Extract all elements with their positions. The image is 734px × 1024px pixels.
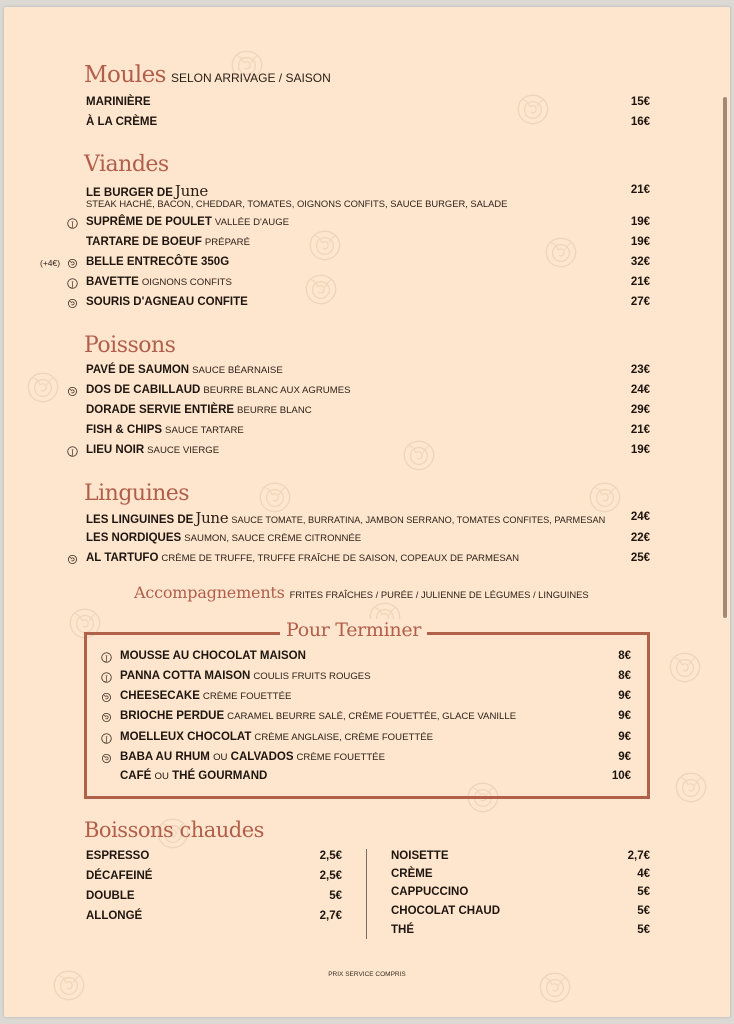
rose-badge-icon bbox=[101, 692, 112, 703]
j-badge-icon bbox=[67, 278, 78, 289]
menu-item: DORADE SERVIE ENTIÈRE BEURRE BLANC 29€ bbox=[86, 404, 650, 416]
j-badge-icon bbox=[67, 446, 78, 457]
june-brand: June bbox=[195, 509, 229, 527]
section-title-linguines: Linguines bbox=[84, 481, 190, 506]
rose-badge-icon bbox=[101, 712, 112, 723]
section-title-accompagnements: Accompagnements FRITES FRAÎCHES / PURÉE / JULIENNE DE LÉGUMES / LINGUINES bbox=[134, 583, 589, 602]
item-detail: STEAK HACHÉ, BACON, CHEDDAR, TOMATES, OIGNONS CONFITS, SAUCE BURGER, SALADE bbox=[86, 198, 508, 209]
drink-item: ESPRESSO 2,5€ bbox=[86, 850, 342, 862]
j-badge-icon bbox=[101, 733, 112, 744]
supplement-label: (+4€) bbox=[40, 258, 61, 268]
menu-item: CHEESECAKE CRÈME FOUETTÉE 9€ bbox=[0, 690, 734, 706]
drink-item: ALLONGÉ 2,7€ bbox=[86, 910, 342, 922]
menu-item: FISH & CHIPS SAUCE TARTARE 21€ bbox=[86, 424, 650, 436]
menu-item: CAFÉ OU THÉ GOURMAND 10€ bbox=[120, 770, 631, 782]
section-title-boissons: Boissons chaudes bbox=[84, 818, 264, 842]
drink-item: NOISETTE 2,7€ bbox=[391, 850, 650, 862]
menu-item: SUPRÊME DE POULET VALLÉE D'AUGE 19€ bbox=[0, 216, 734, 232]
rose-badge-icon bbox=[67, 386, 78, 397]
june-brand: June bbox=[174, 182, 208, 200]
menu-item: PAVÉ DE SAUMON SAUCE BÉARNAISE 23€ bbox=[86, 364, 650, 376]
j-badge-icon bbox=[101, 672, 112, 683]
menu-item: SOURIS D'AGNEAU CONFITE 27€ bbox=[0, 296, 734, 312]
drink-item: DOUBLE 5€ bbox=[86, 890, 342, 902]
section-title-viandes: Viandes bbox=[84, 152, 169, 177]
menu-item: (+4€) BELLE ENTRECÔTE 350G 32€ bbox=[40, 256, 650, 268]
j-badge-icon bbox=[101, 652, 112, 663]
section-title-poissons: Poissons bbox=[84, 333, 176, 358]
menu-item: TARTARE DE BOEUF PRÉPARÉ 19€ bbox=[86, 236, 650, 248]
menu-item: PANNA COTTA MAISON COULIS FRUITS ROUGES 8€ bbox=[0, 670, 734, 686]
accompagnements-list: FRITES FRAÎCHES / PURÉE / JULIENNE DE LÉGUMES / LINGUINES bbox=[289, 589, 589, 600]
drink-item: CHOCOLAT CHAUD 5€ bbox=[391, 905, 650, 917]
menu-item: DOS DE CABILLAUD BEURRE BLANC AUX AGRUMES 24€ bbox=[0, 384, 734, 400]
moules-subtitle: SELON ARRIVAGE / SAISON bbox=[170, 71, 331, 85]
menu-item: BRIOCHE PERDUE CARAMEL BEURRE SALÉ, CRÈME FOUETTÉE, GLACE VANILLE 9€ bbox=[0, 710, 734, 726]
drink-item: THÉ 5€ bbox=[391, 924, 650, 936]
menu-item: LE BURGER DE June 21€ bbox=[86, 182, 650, 200]
j-badge-icon bbox=[67, 218, 78, 229]
menu-item: LIEU NOIR SAUCE VIERGE 19€ bbox=[0, 444, 734, 460]
drink-item: CAPPUCCINO 5€ bbox=[391, 886, 650, 898]
menu-item: BAVETTE OIGNONS CONFITS 21€ bbox=[0, 276, 734, 292]
rose-badge-icon bbox=[101, 753, 112, 764]
menu-item: LES NORDIQUES SAUMON, SAUCE CRÈME CITRONNÉE 22€ bbox=[86, 532, 650, 544]
menu-item: MOELLEUX CHOCOLAT CRÈME ANGLAISE, CRÈME FOUETTÉE 9€ bbox=[0, 731, 734, 747]
menu-item: LES LINGUINES DE June SAUCE TOMATE, BURRATINA, JAMBON SERRANO, TOMATES CONFITES, PARMESAN 24€ bbox=[86, 509, 650, 527]
footer-note: PRIX SERVICE COMPRIS bbox=[328, 971, 406, 978]
section-title-moules: Moules SELON ARRIVAGE / SAISON bbox=[84, 62, 331, 88]
menu-item: MOUSSE AU CHOCOLAT MAISON 8€ bbox=[0, 650, 734, 666]
rose-badge-icon bbox=[67, 554, 78, 565]
rose-badge-icon bbox=[67, 298, 78, 309]
menu-item: MARINIÈRE 15€ bbox=[86, 96, 650, 108]
menu-item: BABA AU RHUM OU CALVADOS CRÈME FOUETTÉE 9€ bbox=[0, 751, 734, 767]
rose-badge-icon bbox=[67, 258, 78, 269]
section-title-desserts: Pour Terminer bbox=[280, 619, 427, 641]
drink-item: CRÈME 4€ bbox=[391, 868, 650, 880]
drink-item: DÉCAFEINÉ 2,5€ bbox=[86, 870, 342, 882]
menu-item: AL TARTUFO CRÈME DE TRUFFE, TRUFFE FRAÎCHE DE SAISON, COPEAUX DE PARMESAN 25€ bbox=[0, 552, 734, 568]
menu-item: À LA CRÈME 16€ bbox=[86, 116, 650, 128]
